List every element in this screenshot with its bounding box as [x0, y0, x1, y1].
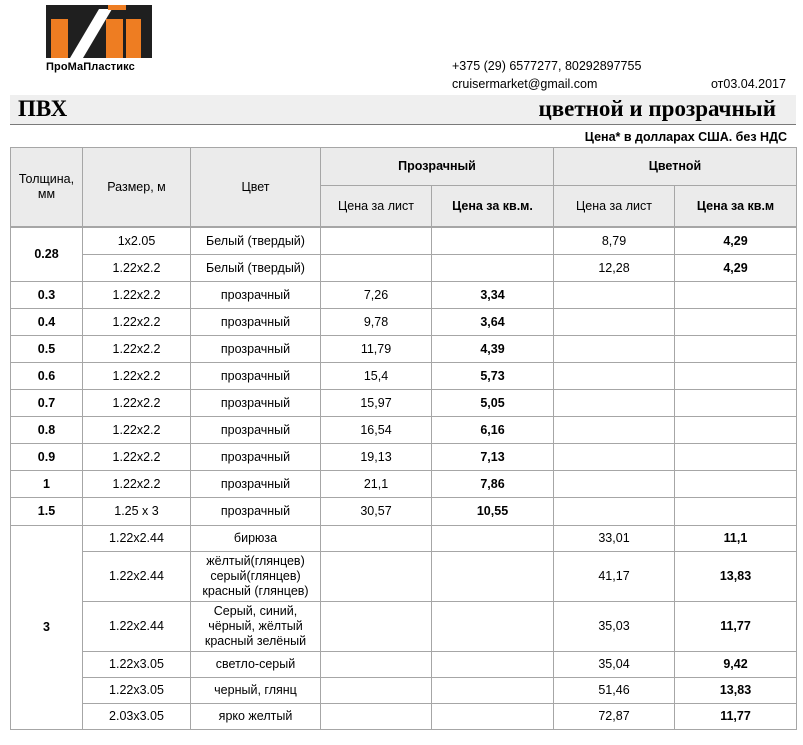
colored-sheet-cell: 35,04 — [554, 652, 675, 678]
transparent-sheet-cell — [321, 255, 432, 282]
colored-sqm-cell — [675, 417, 797, 444]
transparent-sheet-cell: 7,26 — [321, 282, 432, 309]
table-row — [11, 602, 797, 652]
transparent-sheet-cell: 19,13 — [321, 444, 432, 471]
header-size: Размер, м — [83, 148, 191, 227]
colored-sheet-cell: 12,28 — [554, 255, 675, 282]
title-material: ПВХ — [18, 96, 68, 121]
header-thickness: Толщина, мм — [11, 148, 83, 227]
header-transparent: Прозрачный — [321, 148, 554, 186]
header-transparent-sheet: Цена за лист — [321, 186, 432, 227]
transparent-sheet-cell: 15,97 — [321, 390, 432, 417]
table-row — [11, 552, 797, 602]
table-row — [11, 309, 797, 336]
table-row — [11, 652, 797, 678]
color-cell: прозрачный — [191, 309, 321, 336]
table-row — [11, 417, 797, 444]
colored-sqm-cell — [675, 498, 797, 526]
colored-sqm-cell: 4,29 — [675, 228, 797, 255]
table-row — [11, 444, 797, 471]
transparent-sheet-cell: 9,78 — [321, 309, 432, 336]
table-row — [11, 255, 797, 282]
thickness-cell: 0.7 — [11, 390, 83, 417]
thickness-cell: 0.4 — [11, 309, 83, 336]
color-cell: жёлтый(глянцев) серый(глянцев) красный (глянцев) — [191, 552, 321, 602]
color-cell: Белый (твердый) — [191, 228, 321, 255]
transparent-sqm-cell — [432, 255, 554, 282]
colored-sheet-cell: 33,01 — [554, 526, 675, 552]
color-cell: прозрачный — [191, 498, 321, 526]
colored-sheet-cell — [554, 471, 675, 498]
colored-sheet-cell — [554, 498, 675, 526]
color-cell: прозрачный — [191, 417, 321, 444]
thickness-cell: 1.5 — [11, 498, 83, 526]
transparent-sqm-cell: 4,39 — [432, 336, 554, 363]
colored-sheet-cell: 51,46 — [554, 678, 675, 704]
table-row — [11, 390, 797, 417]
colored-sheet-cell — [554, 336, 675, 363]
table-row — [11, 526, 797, 552]
colored-sqm-cell — [675, 471, 797, 498]
transparent-sheet-cell — [321, 678, 432, 704]
size-cell: 1.22x3.05 — [83, 678, 191, 704]
colored-sqm-cell: 11,1 — [675, 526, 797, 552]
colored-sheet-cell: 41,17 — [554, 552, 675, 602]
color-cell: прозрачный — [191, 336, 321, 363]
brand-name: ПроМаПластикс — [46, 61, 135, 73]
colored-sqm-cell: 9,42 — [675, 652, 797, 678]
colored-sqm-cell: 11,77 — [675, 704, 797, 730]
transparent-sqm-cell — [432, 552, 554, 602]
table-row — [11, 228, 797, 255]
size-cell: 1.22x2.2 — [83, 309, 191, 336]
transparent-sqm-cell: 7,86 — [432, 471, 554, 498]
thickness-cell: 0.8 — [11, 417, 83, 444]
size-cell: 1.25 x 3 — [83, 498, 191, 526]
color-cell: ярко желтый — [191, 704, 321, 730]
color-cell: бирюза — [191, 526, 321, 552]
colored-sheet-cell — [554, 309, 675, 336]
colored-sqm-cell — [675, 282, 797, 309]
table-row — [11, 498, 797, 526]
transparent-sheet-cell: 30,57 — [321, 498, 432, 526]
colored-sqm-cell — [675, 336, 797, 363]
transparent-sqm-cell: 7,13 — [432, 444, 554, 471]
color-cell: прозрачный — [191, 444, 321, 471]
colored-sheet-cell: 35,03 — [554, 602, 675, 652]
colored-sqm-cell: 4,29 — [675, 255, 797, 282]
colored-sqm-cell: 13,83 — [675, 552, 797, 602]
contact-email[interactable]: cruisermarket@gmail.com — [452, 77, 598, 91]
size-cell: 1.22x2.2 — [83, 255, 191, 282]
table-row — [11, 336, 797, 363]
thickness-cell: 0.3 — [11, 282, 83, 309]
transparent-sqm-cell: 3,64 — [432, 309, 554, 336]
transparent-sqm-cell — [432, 678, 554, 704]
size-cell: 1x2.05 — [83, 228, 191, 255]
transparent-sqm-cell: 5,73 — [432, 363, 554, 390]
header-transparent-sqm: Цена за кв.м. — [432, 186, 554, 227]
colored-sheet-cell — [554, 444, 675, 471]
thickness-cell: 3 — [11, 526, 83, 730]
thickness-cell: 0.6 — [11, 363, 83, 390]
title-bar — [10, 95, 796, 125]
transparent-sheet-cell: 21,1 — [321, 471, 432, 498]
size-cell: 1.22x2.44 — [83, 602, 191, 652]
transparent-sqm-cell: 3,34 — [432, 282, 554, 309]
table-row — [11, 471, 797, 498]
thickness-cell: 0.5 — [11, 336, 83, 363]
transparent-sheet-cell — [321, 552, 432, 602]
table-row — [11, 363, 797, 390]
size-cell: 2.03x3.05 — [83, 704, 191, 730]
size-cell: 1.22x2.2 — [83, 363, 191, 390]
size-cell: 1.22x2.2 — [83, 444, 191, 471]
table-row — [11, 704, 797, 730]
transparent-sheet-cell — [321, 704, 432, 730]
transparent-sqm-cell — [432, 652, 554, 678]
size-cell: 1.22x2.2 — [83, 471, 191, 498]
price-date: от03.04.2017 — [711, 77, 786, 91]
transparent-sheet-cell: 16,54 — [321, 417, 432, 444]
transparent-sheet-cell — [321, 228, 432, 255]
color-cell: прозрачный — [191, 282, 321, 309]
size-cell: 1.22x2.2 — [83, 390, 191, 417]
title-description: цветной и прозрачный — [538, 96, 776, 121]
transparent-sqm-cell: 6,16 — [432, 417, 554, 444]
size-cell: 1.22x2.2 — [83, 336, 191, 363]
table-row — [11, 678, 797, 704]
transparent-sheet-cell — [321, 652, 432, 678]
color-cell: Белый (твердый) — [191, 255, 321, 282]
header-color: Цвет — [191, 148, 321, 227]
colored-sheet-cell — [554, 282, 675, 309]
price-note: Цена* в долларах США. без НДС — [584, 130, 787, 144]
thickness-cell: 0.28 — [11, 228, 83, 282]
header-colored-sheet: Цена за лист — [554, 186, 675, 227]
colored-sheet-cell — [554, 363, 675, 390]
header-colored: Цветной — [554, 148, 797, 186]
colored-sheet-cell — [554, 417, 675, 444]
logo-mark-icon — [46, 5, 152, 58]
price-table — [10, 147, 797, 730]
transparent-sheet-cell — [321, 602, 432, 652]
colored-sqm-cell — [675, 363, 797, 390]
colored-sqm-cell — [675, 444, 797, 471]
thickness-cell: 1 — [11, 471, 83, 498]
transparent-sqm-cell — [432, 704, 554, 730]
color-cell: светло-серый — [191, 652, 321, 678]
transparent-sqm-cell: 5,05 — [432, 390, 554, 417]
size-cell: 1.22x2.44 — [83, 526, 191, 552]
size-cell: 1.22x2.2 — [83, 417, 191, 444]
colored-sqm-cell — [675, 390, 797, 417]
color-cell: прозрачный — [191, 471, 321, 498]
size-cell: 1.22x2.2 — [83, 282, 191, 309]
color-cell: черный, глянц — [191, 678, 321, 704]
color-cell: прозрачный — [191, 390, 321, 417]
transparent-sheet-cell: 15,4 — [321, 363, 432, 390]
colored-sheet-cell: 72,87 — [554, 704, 675, 730]
transparent-sheet-cell — [321, 526, 432, 552]
color-cell: Серый, синий, чёрный, жёлтый красный зелёный — [191, 602, 321, 652]
colored-sqm-cell: 13,83 — [675, 678, 797, 704]
table-row — [11, 282, 797, 309]
transparent-sheet-cell: 11,79 — [321, 336, 432, 363]
colored-sheet-cell — [554, 390, 675, 417]
color-cell: прозрачный — [191, 363, 321, 390]
transparent-sqm-cell — [432, 526, 554, 552]
transparent-sqm-cell — [432, 602, 554, 652]
size-cell: 1.22x2.44 — [83, 552, 191, 602]
transparent-sqm-cell: 10,55 — [432, 498, 554, 526]
size-cell: 1.22x3.05 — [83, 652, 191, 678]
colored-sheet-cell: 8,79 — [554, 228, 675, 255]
header-colored-sqm: Цена за кв.м — [675, 186, 797, 227]
colored-sqm-cell — [675, 309, 797, 336]
thickness-cell: 0.9 — [11, 444, 83, 471]
company-logo — [46, 5, 152, 79]
contact-phone: +375 (29) 6577277, 80292897755 — [452, 59, 642, 73]
colored-sqm-cell: 11,77 — [675, 602, 797, 652]
transparent-sqm-cell — [432, 228, 554, 255]
